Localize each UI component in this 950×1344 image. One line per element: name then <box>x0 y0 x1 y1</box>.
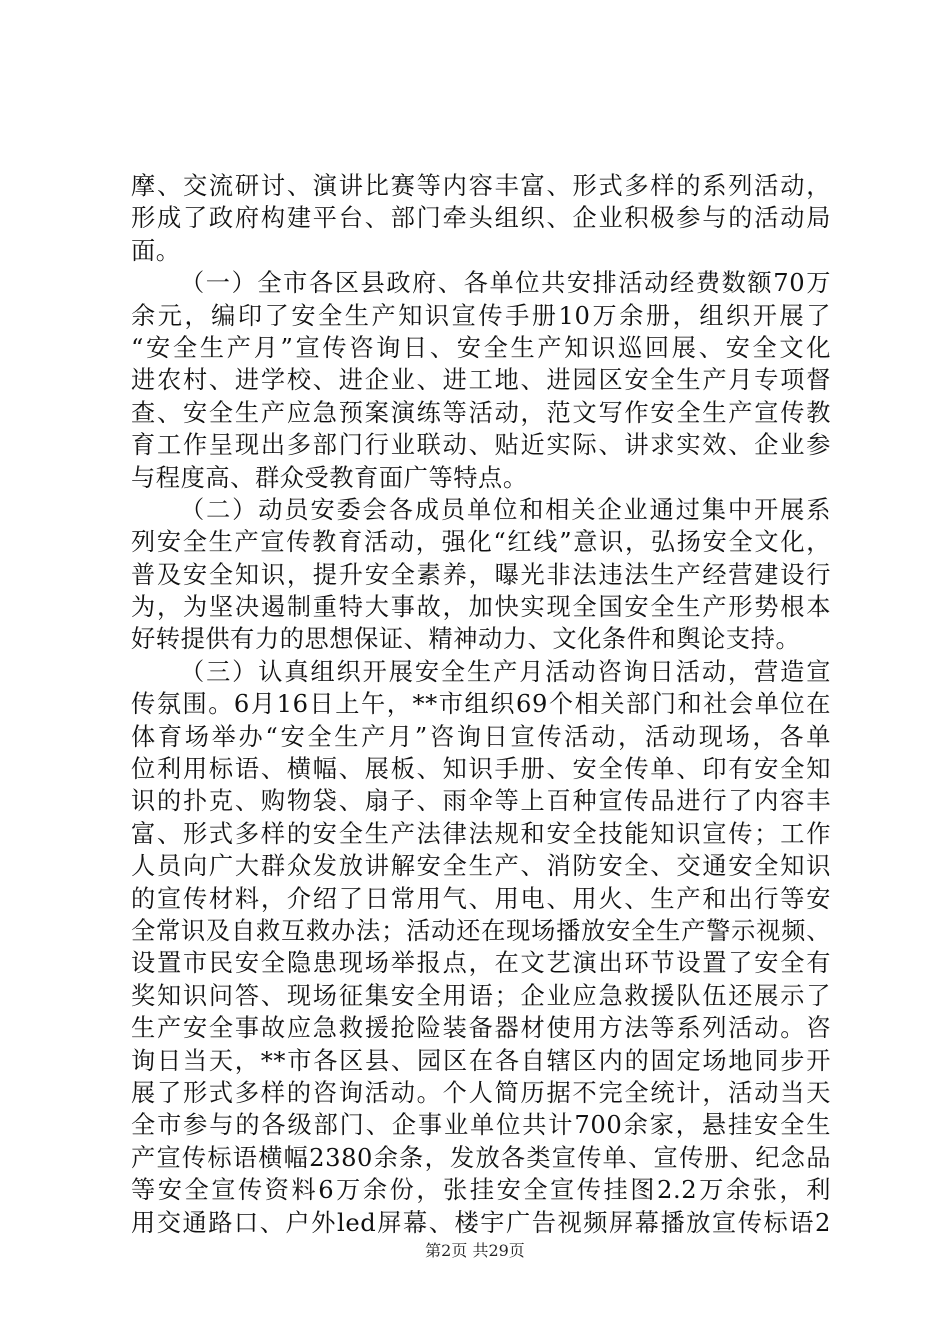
text-line: 位利用标语、横幅、展板、知识手册、安全传单、印有安全知 <box>131 755 831 784</box>
text-line: 进农村、进学校、进企业、进工地、进园区安全生产月专项督 <box>131 366 831 395</box>
text-line: 育工作呈现出多部门行业联动、贴近实际、讲求实效、企业参 <box>131 431 831 460</box>
paragraph-first-line: （三）认真组织开展安全生产月活动咨询日活动，营造宣 <box>180 657 831 686</box>
text-line: “安全生产月”宣传咨询日、安全生产知识巡回展、安全文化 <box>131 333 831 362</box>
text-line: 面。 <box>131 236 181 265</box>
text-line: 等安全宣传资料6万余份，张挂安全宣传挂图2.2万余张，利 <box>131 1176 831 1205</box>
text-line: 富、形式多样的安全生产法律法规和安全技能知识宣传；工作 <box>131 819 831 848</box>
text-line: 与程度高、群众受教育面广等特点。 <box>131 463 528 492</box>
text-line: 询日当天，**市各区县、园区在各自辖区内的固定场地同步开 <box>131 1046 831 1075</box>
text-line: 查、安全生产应急预案演练等活动，范文写作安全生产宣传教 <box>131 398 831 427</box>
paragraph-first-line: （一）全市各区县政府、各单位共安排活动经费数额70万 <box>180 269 831 298</box>
text-line: 生产安全事故应急救援抢险装备器材使用方法等系列活动。咨 <box>131 1014 831 1043</box>
text-line: 全市参与的各级部门、企事业单位共计700余家，悬挂安全生 <box>131 1111 831 1140</box>
text-line: 展了形式多样的咨询活动。个人简历据不完全统计，活动当天 <box>131 1078 831 1107</box>
text-line: 奖知识问答、现场征集安全用语；企业应急救援队伍还展示了 <box>131 981 831 1010</box>
text-line: 用交通路口、户外led屏幕、楼宇广告视频屏幕播放宣传标语2 <box>131 1208 831 1237</box>
text-line: 人员向广大群众发放讲解安全生产、消防安全、交通安全知识 <box>131 852 831 881</box>
text-line: 的宣传材料，介绍了日常用气、用电、用火、生产和出行等安 <box>131 884 831 913</box>
paragraph-first-line: （二）动员安委会各成员单位和相关企业通过集中开展系 <box>180 495 831 524</box>
text-line: 列安全生产宣传教育活动，强化“红线”意识，弘扬安全文化， <box>131 528 831 557</box>
text-line: 为，为坚决遏制重特大事故，加快实现全国安全生产形势根本 <box>131 593 831 622</box>
text-line: 余元，编印了安全生产知识宣传手册10万余册，组织开展了 <box>131 301 831 330</box>
page-number-footer: 第2页 共29页 <box>425 1241 525 1260</box>
text-line: 产宣传标语横幅2380余条，发放各类宣传单、宣传册、纪念品 <box>131 1143 831 1172</box>
text-line: 好转提供有力的思想保证、精神动力、文化条件和舆论支持。 <box>131 625 801 654</box>
text-line: 传氛围。6月16日上午，**市组织69个相关部门和社会单位在 <box>131 690 831 719</box>
text-line: 普及安全知识，提升安全素养，曝光非法违法生产经营建设行 <box>131 560 831 589</box>
document-body <box>131 170 831 1239</box>
text-line: 形成了政府构建平台、部门牵头组织、企业积极参与的活动局 <box>131 204 831 233</box>
text-line: 全常识及自救互救办法；活动还在现场播放安全生产警示视频、 <box>131 916 831 945</box>
text-line: 体育场举办“安全生产月”咨询日宣传活动，活动现场，各单 <box>131 722 831 751</box>
text-line: 识的扑克、购物袋、扇子、雨伞等上百种宣传品进行了内容丰 <box>131 787 831 816</box>
text-line: 设置市民安全隐患现场举报点，在文艺演出环节设置了安全有 <box>131 949 831 978</box>
text-line: 摩、交流研讨、演讲比赛等内容丰富、形式多样的系列活动， <box>131 172 831 200</box>
